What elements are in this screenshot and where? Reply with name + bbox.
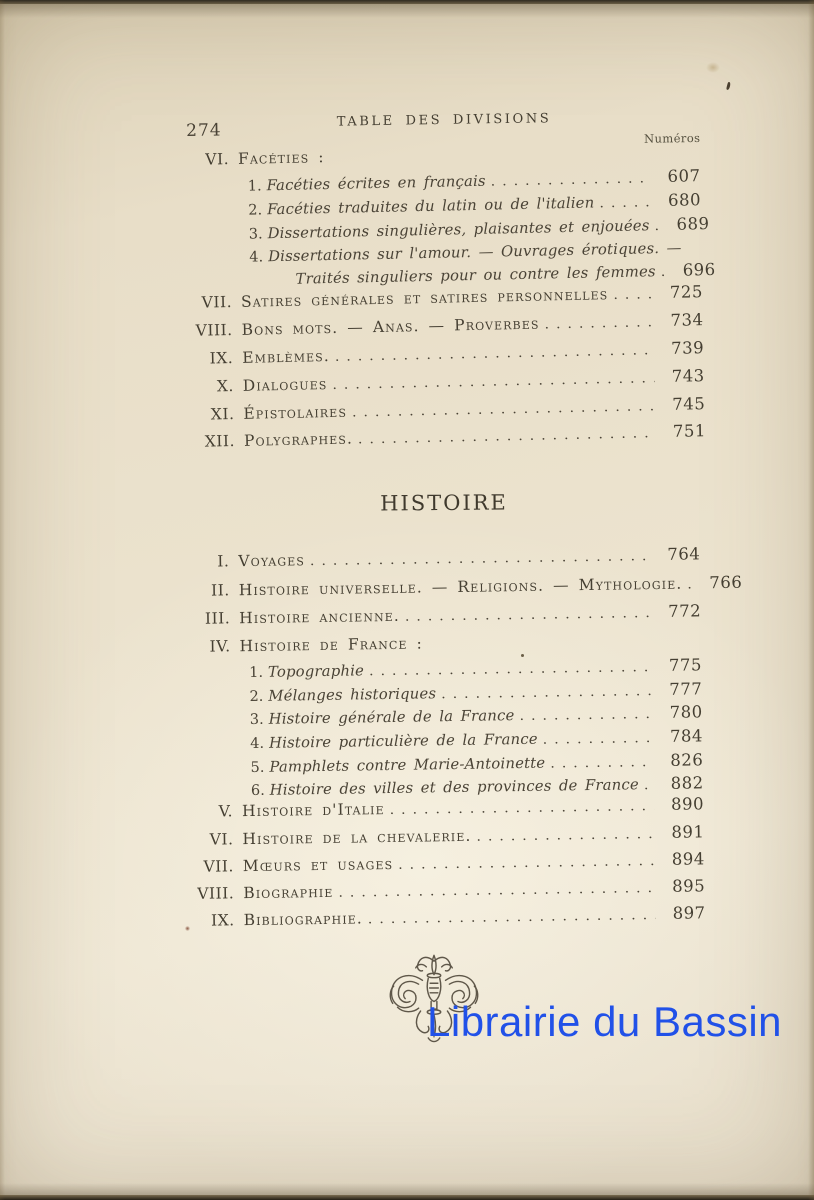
entry-number: 689 (676, 214, 710, 234)
subitem-number: 2. (249, 688, 264, 706)
item-numeral: XI. (210, 405, 235, 424)
entry-number: 890 (670, 794, 705, 814)
subitem-label: Pamphlets contre Marie-Antoinette (269, 754, 546, 776)
entry-number: 725 (669, 282, 704, 302)
dot-leader (353, 423, 656, 449)
subitem-label: Facéties traduites du latin ou de l'italien (266, 194, 595, 219)
item-label: Bons mots. — Anas. — Proverbes (241, 314, 540, 339)
entry-number: 696 (682, 259, 716, 280)
subitem-label-continued: Traités singuliers pour ou contre les femmes (295, 263, 656, 288)
paper-speck (185, 926, 190, 931)
item-label: Histoire de la chevalerie. (242, 826, 472, 849)
dot-leader (514, 704, 652, 726)
entry-number: 777 (669, 679, 703, 699)
subitem-number: 5. (250, 759, 265, 777)
section-label: Facéties : (237, 148, 325, 168)
subitem-number: 6. (250, 782, 265, 800)
subitem-label: Facéties écrites en français (266, 172, 486, 195)
dot-leader (594, 192, 651, 213)
paper-stain (706, 62, 720, 73)
subitem-label: Topographie (267, 662, 365, 681)
dot-leader (333, 878, 655, 903)
section-numeral: VI. (205, 150, 230, 169)
dot-leader (539, 312, 653, 334)
entry-number: 751 (672, 421, 707, 441)
item-label: Histoire d'Italie (241, 800, 385, 821)
photo-edge-bottom (0, 1195, 814, 1200)
subitem-number: 4. (249, 249, 264, 266)
subitem-label: Dissertations singulières, plaisantes et enjouées (267, 217, 650, 243)
subitem-label: Dissertations sur l'amour. — Ouvrages érotiques. — (267, 239, 682, 266)
item-label: Histoire universelle. — Religions. — Mythologie. (238, 574, 683, 600)
item-numeral: V. (218, 802, 234, 821)
item-numeral: III. (204, 609, 231, 628)
dot-leader (364, 657, 652, 681)
dot-leader (393, 851, 655, 875)
toc-item (189, 903, 706, 932)
section-title-histoire: HISTOIRE (380, 490, 508, 516)
dot-leader (305, 546, 651, 571)
dot-leader (330, 340, 655, 367)
toc-section-header (183, 139, 700, 170)
entry-number: 764 (667, 544, 701, 564)
entry-number: 775 (668, 655, 703, 675)
toc-item (188, 366, 705, 398)
item-numeral: IX. (209, 349, 234, 368)
item-numeral: VII. (203, 857, 234, 876)
entry-number: 734 (670, 310, 704, 330)
dot-leader (363, 905, 656, 929)
item-label: Dialogues (242, 375, 328, 395)
toc-item (188, 394, 705, 426)
dot-leader (639, 775, 654, 795)
item-label: Satires générales et satires personnelles (240, 285, 609, 311)
entry-number: 607 (667, 166, 701, 186)
dot-leader (656, 262, 666, 282)
item-numeral: VI. (209, 830, 234, 849)
toc-block-facetiae (183, 139, 716, 451)
toc-item (188, 876, 705, 905)
item-label: Polygraphes. (243, 429, 354, 450)
dot-leader (538, 728, 654, 750)
dot-leader (486, 168, 651, 191)
paper-speck (521, 654, 524, 657)
entry-number: 891 (671, 822, 705, 842)
item-numeral: XII. (204, 432, 236, 451)
item-label: Bibliographie. (243, 909, 363, 930)
subitem-label: Histoire particulière de la France (268, 730, 538, 752)
toc-section-header (184, 629, 701, 657)
subitem-number: 1. (249, 664, 264, 682)
toc-item (183, 544, 700, 573)
entry-number: 894 (671, 849, 705, 869)
entry-number: 897 (672, 903, 706, 923)
dot-leader (385, 796, 655, 820)
dot-leader (400, 603, 652, 627)
page-number: 274 (186, 120, 222, 141)
subitem-number: 2. (248, 202, 263, 219)
dot-leader (471, 824, 654, 847)
subitem-label: Histoire des villes et des provinces de France (269, 776, 640, 799)
subitem-label: Histoire générale de la France (268, 707, 515, 728)
photo-edge-top-shadow (0, 4, 814, 18)
running-header: TABLE DES DIVISIONS (336, 111, 552, 130)
toc-item (187, 338, 704, 370)
toc-item (188, 849, 705, 878)
entry-number: 743 (671, 366, 705, 386)
toc-item (184, 572, 743, 602)
item-label: Histoire ancienne. (239, 606, 401, 628)
toc-item (187, 822, 704, 851)
dot-leader (649, 216, 659, 236)
item-label: Mœurs et usages (242, 854, 394, 876)
subitem-label: Mélanges historiques (268, 685, 437, 705)
dot-leader (347, 396, 656, 422)
entry-number: 895 (672, 876, 706, 896)
section-numeral: IV. (209, 637, 231, 656)
item-numeral: IX. (210, 911, 235, 930)
toc-item (184, 601, 701, 630)
entry-number: 745 (672, 394, 706, 414)
paper-speck (726, 82, 731, 90)
item-label: Emblèmes. (242, 347, 331, 367)
item-numeral: X. (216, 377, 235, 396)
entry-number: 680 (667, 190, 702, 210)
dot-leader (682, 574, 692, 594)
toc-item (189, 421, 706, 453)
item-numeral: I. (217, 552, 230, 571)
entry-number: 826 (670, 750, 704, 770)
subitem-number: 4. (250, 735, 265, 753)
watermark-text: Librairie du Bassin (427, 998, 783, 1045)
toc-item (186, 310, 703, 342)
item-numeral: VII. (201, 293, 233, 312)
entry-number: 739 (670, 338, 705, 358)
section-label: Histoire de France : (239, 634, 424, 656)
photo-edge-right (808, 0, 814, 1200)
dot-leader (608, 284, 653, 305)
numeros-column-label: Numéros (643, 130, 701, 146)
dot-leader (545, 752, 653, 774)
item-numeral: VIII. (195, 321, 233, 340)
dot-leader (436, 681, 652, 704)
entry-number: 772 (667, 601, 702, 621)
entry-number: 784 (669, 726, 704, 746)
entry-number: 882 (670, 773, 704, 793)
subitem-number: 3. (249, 711, 264, 729)
item-label: Biographie (243, 882, 334, 903)
toc-block-histoire (183, 544, 743, 930)
photo-edge-left (0, 0, 5, 1200)
subitem-number: 1. (247, 178, 262, 195)
entry-number: 766 (709, 572, 743, 593)
item-label: Voyages (238, 551, 306, 571)
item-numeral: II. (210, 581, 230, 600)
item-numeral: VIII. (197, 884, 235, 903)
entry-number: 780 (669, 702, 703, 722)
photo-edge-bottom-shadow (0, 1183, 814, 1195)
item-label: Épistolaires (243, 402, 348, 423)
dot-leader (327, 368, 655, 395)
subitem-number: 3. (248, 226, 263, 243)
page-header (186, 109, 702, 146)
